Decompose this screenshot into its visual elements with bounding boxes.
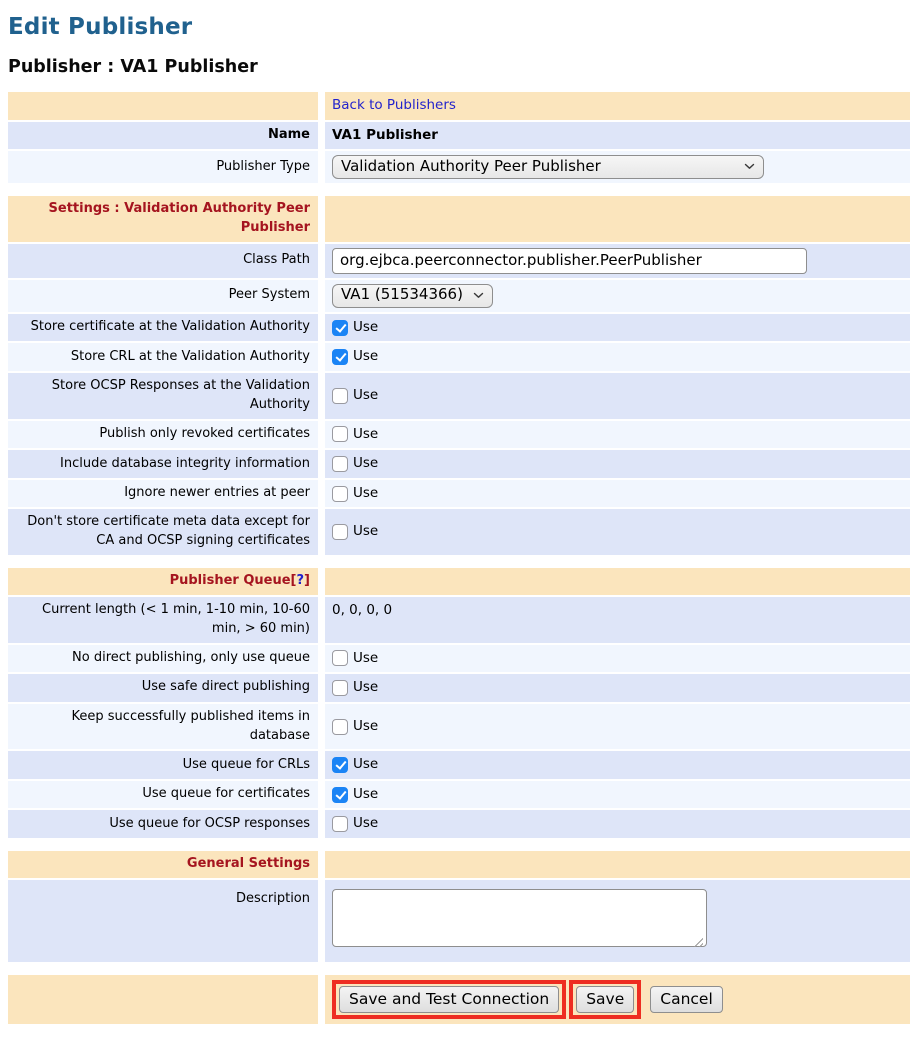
checkbox-row-label: Publish only revoked certificates	[8, 421, 318, 449]
general-settings-heading: General Settings	[8, 851, 318, 878]
use-checkbox-label: Use	[353, 717, 379, 734]
footer-button-bar	[8, 975, 910, 1024]
checkbox-row-label: Store CRL at the Validation Authority	[8, 343, 318, 371]
table-row	[8, 509, 910, 555]
cancel-button[interactable]: Cancel	[650, 986, 723, 1013]
checkbox-row-label: Keep successfully published items in database	[8, 704, 318, 750]
use-checkbox-label: Use	[353, 785, 379, 802]
checkbox-row-label: No direct publishing, only use queue	[8, 645, 318, 673]
checkbox-icon[interactable]	[332, 349, 348, 365]
help-open-bracket: [	[290, 573, 297, 588]
use-checkbox-label: Use	[353, 425, 379, 442]
use-checkbox-label: Use	[353, 649, 379, 666]
empty-footer-cell	[8, 975, 318, 1024]
checkbox-icon[interactable]	[332, 426, 348, 442]
use-checkbox-label: Use	[353, 348, 379, 365]
checkbox-icon[interactable]	[332, 757, 348, 773]
settings-section-heading: Settings : Validation Authority Peer Publisher	[8, 196, 318, 242]
checkbox-icon[interactable]	[332, 524, 348, 540]
use-checkbox-label: Use	[353, 523, 379, 540]
checkbox-icon[interactable]	[332, 650, 348, 666]
table-row	[8, 280, 910, 312]
class-path-label: Class Path	[8, 244, 318, 278]
use-checkbox[interactable]	[332, 425, 378, 445]
checkbox-row-label: Use queue for CRLs	[8, 751, 318, 779]
table-row	[8, 122, 910, 150]
page-title: Edit Publisher	[8, 14, 193, 40]
checkbox-icon[interactable]	[332, 456, 348, 472]
checkbox-row-label: Use queue for OCSP responses	[8, 810, 318, 838]
checkbox-icon[interactable]	[332, 787, 348, 803]
help-close-bracket: ]	[304, 573, 310, 588]
checkbox-icon[interactable]	[332, 388, 348, 404]
section-header-row	[8, 851, 910, 878]
name-value: VA1 Publisher	[325, 122, 910, 150]
chevron-down-icon	[744, 163, 755, 170]
use-checkbox[interactable]	[332, 318, 378, 338]
table-row	[8, 781, 910, 809]
checkbox-row-label: Include database integrity information	[8, 450, 318, 478]
checkbox-icon[interactable]	[332, 680, 348, 696]
description-label: Description	[8, 880, 318, 963]
section-header-row	[8, 196, 910, 242]
use-checkbox-label: Use	[353, 484, 379, 501]
use-checkbox[interactable]	[332, 484, 378, 504]
table-row	[8, 480, 910, 508]
annotation-box-save	[569, 980, 641, 1019]
section-header-row	[8, 568, 910, 595]
table-row	[8, 421, 910, 449]
empty-header-cell	[325, 196, 910, 242]
table-row	[8, 244, 910, 278]
checkbox-icon[interactable]	[332, 320, 348, 336]
table-row	[8, 751, 910, 779]
use-checkbox-label: Use	[353, 318, 379, 335]
table-row	[8, 314, 910, 342]
annotation-box-save-and-test	[332, 980, 566, 1019]
general-settings-table	[8, 851, 910, 962]
checkbox-row-label: Use safe direct publishing	[8, 674, 318, 702]
use-checkbox[interactable]	[332, 386, 378, 406]
table-row	[8, 450, 910, 478]
empty-header-cell	[325, 568, 910, 595]
publisher-queue-table	[8, 568, 910, 838]
description-textarea[interactable]	[332, 889, 707, 947]
use-checkbox[interactable]	[332, 755, 378, 775]
checkbox-row-label: Ignore newer entries at peer	[8, 480, 318, 508]
use-checkbox-label: Use	[353, 455, 379, 472]
checkbox-row-label: Don't store certificate meta data except for CA and OCSP signing certificates	[8, 509, 318, 555]
publisher-info-table	[8, 92, 910, 183]
table-row	[8, 704, 910, 750]
queue-length-value: 0, 0, 0, 0	[325, 597, 910, 643]
save-button[interactable]: Save	[576, 986, 634, 1013]
name-label: Name	[8, 122, 318, 150]
empty-header-cell	[325, 851, 910, 878]
use-checkbox-label: Use	[353, 387, 379, 403]
table-row	[8, 645, 910, 673]
use-checkbox[interactable]	[332, 454, 378, 474]
back-to-publishers-link[interactable]: Back to Publishers	[332, 97, 456, 113]
table-row	[8, 92, 910, 120]
table-row	[8, 343, 910, 371]
queue-length-label: Current length (< 1 min, 1-10 min, 10-60 min, > 60 min)	[8, 597, 318, 643]
use-checkbox[interactable]	[332, 814, 378, 834]
checkbox-row-label: Store OCSP Responses at the Validation Authority	[8, 373, 318, 419]
table-row	[8, 880, 910, 963]
peer-system-label: Peer System	[8, 280, 318, 312]
checkbox-row-label: Store certificate at the Validation Authority	[8, 314, 318, 342]
table-row	[8, 810, 910, 838]
publisher-subtitle: Publisher : VA1 Publisher	[8, 57, 258, 77]
checkbox-icon[interactable]	[332, 719, 348, 735]
save-and-test-connection-button[interactable]: Save and Test Connection	[339, 986, 559, 1013]
queue-section-heading: Publisher Queue	[169, 573, 291, 588]
checkbox-row-label: Use queue for certificates	[8, 781, 318, 809]
empty-header-cell	[8, 92, 318, 120]
use-checkbox[interactable]	[332, 785, 378, 805]
use-checkbox-label: Use	[353, 679, 379, 696]
publisher-type-label: Publisher Type	[8, 151, 318, 183]
use-checkbox[interactable]	[332, 678, 378, 698]
peer-system-select[interactable]	[332, 284, 493, 308]
use-checkbox[interactable]	[332, 347, 378, 367]
settings-table	[8, 196, 910, 555]
peer-system-selected-value: VA1 (51534366)	[341, 285, 463, 304]
use-checkbox-label: Use	[353, 756, 379, 773]
help-link[interactable]: ?	[296, 573, 305, 588]
publisher-type-select[interactable]	[332, 155, 764, 179]
use-checkbox[interactable]	[332, 522, 378, 542]
table-row	[8, 151, 910, 183]
use-checkbox[interactable]	[332, 649, 378, 669]
table-row	[8, 975, 910, 1024]
use-checkbox-label: Use	[353, 815, 379, 832]
table-row	[8, 373, 910, 419]
checkbox-icon[interactable]	[332, 486, 348, 502]
table-row	[8, 674, 910, 702]
use-checkbox[interactable]	[332, 717, 378, 737]
table-row	[8, 597, 910, 643]
publisher-type-selected-value: Validation Authority Peer Publisher	[341, 156, 601, 175]
class-path-input[interactable]	[332, 248, 807, 274]
checkbox-icon[interactable]	[332, 816, 348, 832]
chevron-down-icon	[473, 292, 484, 299]
